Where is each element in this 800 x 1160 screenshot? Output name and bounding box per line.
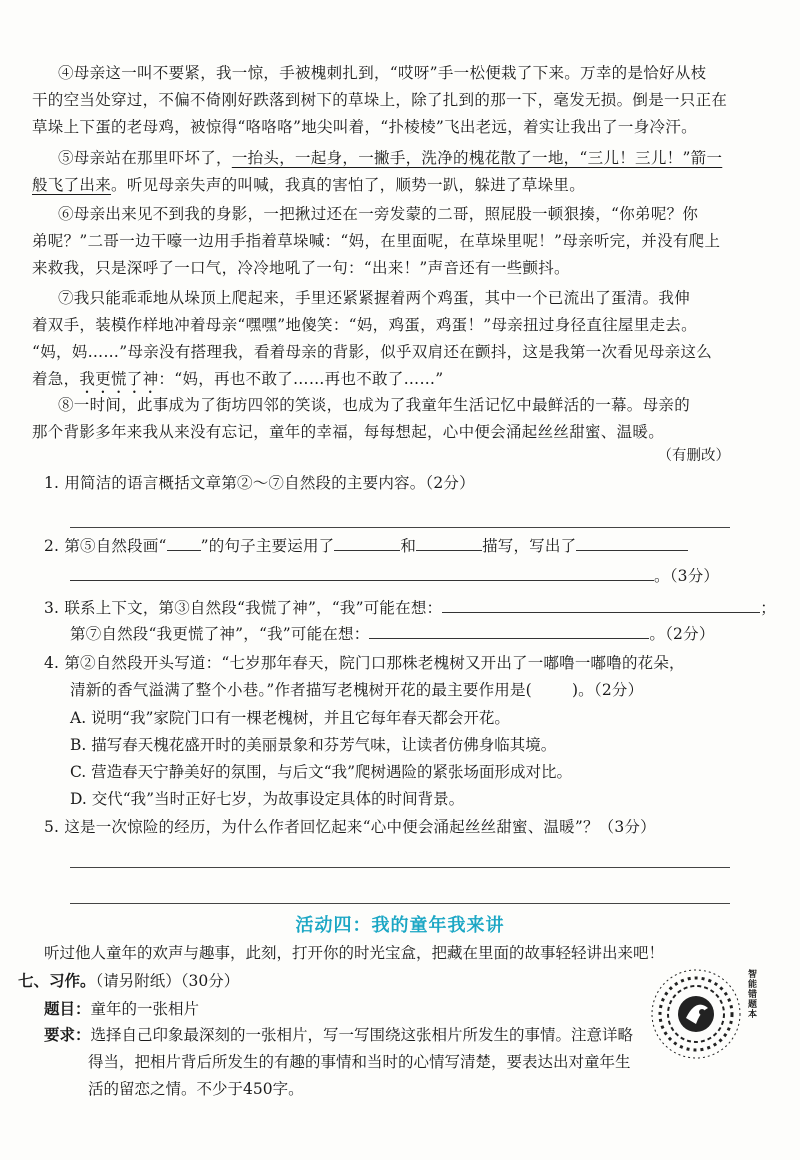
writing-requirements: 要求：选择自己印象最深刻的一张相片，写一写围绕这张相片所发生的事情。注意详略得当，把相片背后所发生的有趣的事情和当时的心情写清楚，要表达出对童年生活的留恋之情。不少于450字。 [44,1026,634,1098]
question-4-cont: 清新的香气溢满了整个小巷。”作者描写老槐树开花的最主要作用是( )。（2分） [70,681,644,699]
p8-line-2: 那个背影多年来我从来没有忘记，童年的幸福，每每想起，心中便会涌起丝丝甜蜜、温暖。 [32,423,665,441]
question-4: 4. 第②自然段开头写道：“七岁那年春天，院门口那株老槐树又开出了一嘟噜一嘟噜的花朵， [44,654,685,672]
activity-heading: 活动四：我的童年我来讲 [295,915,505,936]
paragraph-4 [32,60,772,141]
source-note: （有删改） [657,448,730,464]
p4-line-2: 干的空当处穿过，不偏不倚刚好跌落到树下的草垛上，除了扎到的那一下，毫发无损。倒是一只正在 [32,91,728,109]
question-5: 5. 这是一次惊险的经历，为什么作者回忆起来“心中便会涌起丝丝甜蜜、温暖”？（3分） [44,818,656,836]
question-1: 1. 用简洁的语言概括文章第②～⑦自然段的主要内容。（2分） [44,474,475,492]
p4-line-3: 草垛上下蛋的老母鸡，被惊得“咯咯咯”地尖叫着，“扑棱棱”飞出老远，着实让我出了一身冷汗。 [32,118,697,136]
question-2: 2. 第⑤自然段画“ ”的句子主要运用了 和 描写，写出了 [44,533,688,560]
paragraph-5 [32,145,772,199]
blank-q3-part-1[interactable] [442,596,760,613]
p7-line-4: 着急，我更慌了神：“妈，再也不敢了……再也不敢了……” [32,370,444,388]
p5-line-2: 般飞了出来。听见母亲失声的叫喊，我真的害怕了，顺势一趴，躲进了草垛里。 [32,176,586,194]
blank-q3-part-2[interactable] [369,622,649,639]
paragraph-7 [32,285,772,397]
p6-line-1: ⑥母亲出来见不到我的身影，一把揪过还在一旁发蒙的二哥，照屁股一顿狠揍，“你弟呢？你 [58,205,699,223]
p7-line-1: ⑦我只能乖乖地从垛顶上爬起来，手里还紧紧握着两个鸡蛋，其中一个已流出了蛋清。我伸 [58,289,691,307]
option-d[interactable]: D. 交代“我”当时正好七岁，为故事设定具体的时间背景。 [70,790,465,808]
writing-section-title: 七、习作。（请另附纸）（30分） [18,972,240,990]
option-b[interactable]: B. 描写春天槐花盛开时的美丽景象和芬芳气味，让读者仿佛身临其境。 [70,736,557,754]
paragraph-8 [32,392,772,446]
answer-line-q5-2[interactable] [70,903,730,904]
dotted-phrase: 我更慌了神 [79,370,159,388]
blank-q2-method-2[interactable] [416,534,482,551]
answer-line-q1[interactable] [70,527,730,528]
qr-code-icon[interactable] [650,968,742,1060]
p5-line-1: ⑤母亲站在那里吓坏了，一抬头，一起身，一撇手，洗净的槐花散了一地，“三儿！三儿！”箭一 [58,149,723,167]
blank-q2-method-1[interactable] [334,534,400,551]
blank-q2-sentence[interactable] [167,534,201,551]
question-2-cont: 。（3分） [70,563,719,590]
p7-line-3: “妈，妈……”母亲没有搭理我，看着母亲的背影，似乎双肩还在颤抖，这是我第一次看见母亲这么 [32,343,713,361]
p6-line-3: 来救我，只是深呼了一口气，冷冷地吼了一句：“出来！”声音还有一些颤抖。 [32,259,570,277]
underlined-sentence-end: 般飞了出来 [32,176,112,194]
p7-line-2: 着双手，装模作样地冲着母亲“嘿嘿”地傻笑：“妈，鸡蛋，鸡蛋！”母亲扭过身径直往屋里走去。 [32,316,697,334]
activity-intro: 听过他人童年的欢声与趣事，此刻，打开你的时光宝盒，把藏在里面的故事轻轻讲出来吧！ [44,944,665,962]
answer-line-q5-1[interactable] [70,867,730,868]
underlined-sentence: 一抬头，一起身，一撇手，洗净的槐花散了一地，“三儿！三儿！”箭一 [231,149,723,167]
p8-line-1: ⑧一时间，此事成为了街坊四邻的笑谈，也成为了我童年生活记忆中最鲜活的一幕。母亲的 [58,396,691,414]
option-c[interactable]: C. 营造春天宁静美好的氛围，与后文“我”爬树遇险的紧张场面形成对比。 [70,763,573,781]
paragraph-6 [32,201,772,282]
option-a[interactable]: A. 说明“我”家院门口有一棵老槐树，并且它每年春天都会开花。 [70,709,510,727]
question-3: 3. 联系上下文，第③自然段“我慌了神”，“我”可能在想： ； [44,595,776,622]
writing-topic: 题目：童年的一张相片 [44,1000,200,1018]
smart-error-book-label: 智能错题本 [748,970,758,1020]
p4-line-1: ④母亲这一叫不要紧，我一惊，手被槐刺扎到，“哎呀”手一松便栽了下来。万幸的是恰好从枝 [58,64,707,82]
blank-q2-effect-cont[interactable] [70,564,654,581]
p6-line-2: 弟呢？”二哥一边干嚎一边用手指着草垛喊：“妈，在里面呢，在草垛里呢！”母亲听完，并没有爬上 [32,232,721,250]
question-3-cont: 第⑦自然段“我更慌了神”，“我”可能在想： 。（2分） [70,621,715,648]
blank-q2-effect[interactable] [576,534,688,551]
